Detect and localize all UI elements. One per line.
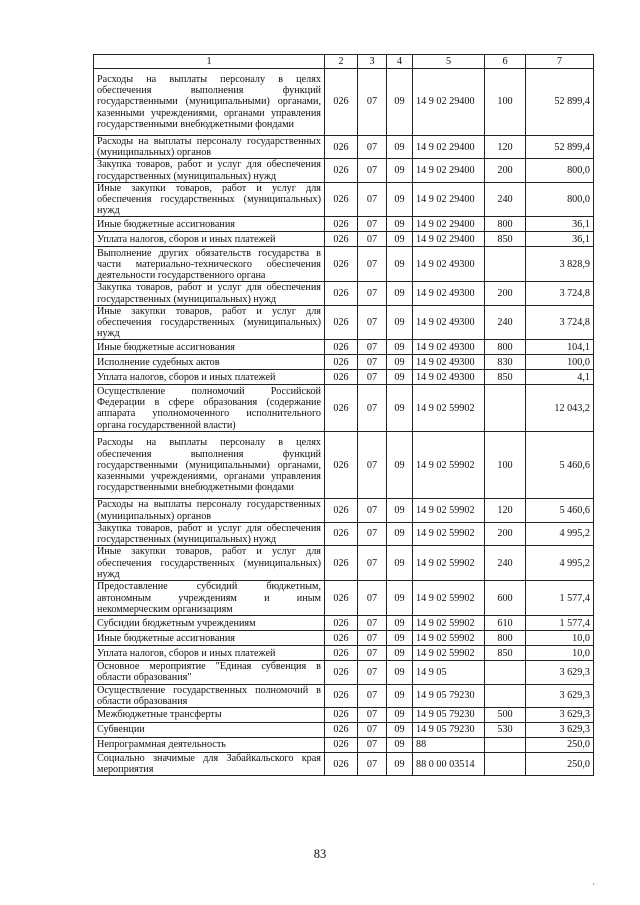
cell-name: Расходы на выплаты персоналу государственных (муниципальных) органов [94, 499, 325, 522]
cell-target-article: 14 9 02 49300 [413, 355, 485, 370]
cell-amount: 36,1 [526, 232, 594, 247]
cell-subsection: 09 [387, 136, 413, 159]
cell-target-article: 14 9 02 49300 [413, 305, 485, 340]
cell-expense-type [485, 753, 526, 776]
cell-subsection: 09 [387, 305, 413, 340]
cell-target-article: 14 9 02 29400 [413, 182, 485, 217]
cell-section: 07 [358, 708, 387, 723]
cell-amount: 3 629,3 [526, 723, 594, 738]
cell-name: Закупка товаров, работ и услуг для обеспечения государственных (муниципальных) нужд [94, 159, 325, 182]
cell-name: Уплата налогов, сборов и иных платежей [94, 370, 325, 385]
cell-expense-type: 200 [485, 522, 526, 545]
cell-subsection: 09 [387, 753, 413, 776]
cell-section: 07 [358, 340, 387, 355]
cell-expense-type: 240 [485, 182, 526, 217]
table-row [94, 385, 594, 432]
cell-name: Расходы на выплаты персоналу государственных (муниципальных) органов [94, 136, 325, 159]
cell-dept-code: 026 [325, 136, 358, 159]
cell-target-article: 88 0 00 03514 [413, 753, 485, 776]
cell-expense-type: 850 [485, 370, 526, 385]
cell-amount: 250,0 [526, 738, 594, 753]
table-row [94, 753, 594, 776]
cell-expense-type [485, 385, 526, 432]
cell-subsection: 09 [387, 247, 413, 282]
cell-expense-type: 850 [485, 646, 526, 661]
cell-amount: 3 724,8 [526, 305, 594, 340]
table-row [94, 631, 594, 646]
cell-amount: 1 577,4 [526, 616, 594, 631]
cell-amount: 1 577,4 [526, 581, 594, 616]
cell-name: Межбюджетные трансферты [94, 708, 325, 723]
table-row [94, 355, 594, 370]
cell-name: Закупка товаров, работ и услуг для обеспечения государственных (муниципальных) нужд [94, 282, 325, 305]
cell-section: 07 [358, 723, 387, 738]
cell-amount: 4 995,2 [526, 522, 594, 545]
cell-amount: 3 724,8 [526, 282, 594, 305]
cell-dept-code: 026 [325, 232, 358, 247]
cell-expense-type: 120 [485, 499, 526, 522]
cell-expense-type: 830 [485, 355, 526, 370]
cell-subsection: 09 [387, 355, 413, 370]
cell-target-article: 14 9 02 59902 [413, 546, 485, 581]
cell-subsection: 09 [387, 708, 413, 723]
cell-subsection: 09 [387, 232, 413, 247]
table-row [94, 432, 594, 499]
table-row [94, 661, 594, 684]
cell-section: 07 [358, 546, 387, 581]
cell-dept-code: 026 [325, 355, 358, 370]
cell-subsection: 09 [387, 499, 413, 522]
cell-target-article: 14 9 02 59902 [413, 581, 485, 616]
cell-dept-code: 026 [325, 684, 358, 707]
cell-name: Уплата налогов, сборов и иных платежей [94, 232, 325, 247]
cell-expense-type: 800 [485, 631, 526, 646]
cell-dept-code: 026 [325, 247, 358, 282]
cell-dept-code: 026 [325, 708, 358, 723]
cell-expense-type [485, 738, 526, 753]
cell-section: 07 [358, 370, 387, 385]
table-row [94, 581, 594, 616]
cell-subsection: 09 [387, 159, 413, 182]
cell-name: Осуществление государственных полномочий в области образования [94, 684, 325, 707]
cell-dept-code: 026 [325, 305, 358, 340]
cell-subsection: 09 [387, 432, 413, 499]
cell-amount: 800,0 [526, 182, 594, 217]
table-row [94, 646, 594, 661]
cell-target-article: 14 9 02 49300 [413, 282, 485, 305]
cell-amount: 800,0 [526, 159, 594, 182]
cell-expense-type: 800 [485, 340, 526, 355]
cell-dept-code: 026 [325, 217, 358, 232]
cell-name: Исполнение судебных актов [94, 355, 325, 370]
cell-subsection: 09 [387, 340, 413, 355]
table-row [94, 708, 594, 723]
cell-target-article: 14 9 02 59902 [413, 616, 485, 631]
cell-dept-code: 026 [325, 432, 358, 499]
cell-section: 07 [358, 738, 387, 753]
cell-subsection: 09 [387, 646, 413, 661]
table-row [94, 305, 594, 340]
cell-section: 07 [358, 182, 387, 217]
cell-name: Осуществление полномочий Российской Федерации в сфере образования (содержание аппарата уполномоченного исполнительного органа государственной власти) [94, 385, 325, 432]
cell-name: Иные закупки товаров, работ и услуг для обеспечения государственных (муниципальных) нужд [94, 546, 325, 581]
cell-amount: 250,0 [526, 753, 594, 776]
cell-dept-code: 026 [325, 182, 358, 217]
cell-section: 07 [358, 631, 387, 646]
cell-target-article: 14 9 02 29400 [413, 232, 485, 247]
cell-name: Субвенции [94, 723, 325, 738]
cell-dept-code: 026 [325, 69, 358, 136]
table-row [94, 370, 594, 385]
cell-name: Закупка товаров, работ и услуг для обеспечения государственных (муниципальных) нужд [94, 522, 325, 545]
cell-amount: 3 629,3 [526, 661, 594, 684]
cell-name: Социально значимые для Забайкальского края мероприятия [94, 753, 325, 776]
cell-expense-type: 850 [485, 232, 526, 247]
cell-subsection: 09 [387, 581, 413, 616]
cell-amount: 3 828,9 [526, 247, 594, 282]
cell-target-article: 88 [413, 738, 485, 753]
col-header-name: 1 [94, 55, 325, 69]
cell-target-article: 14 9 02 29400 [413, 217, 485, 232]
cell-amount: 10,0 [526, 631, 594, 646]
cell-dept-code: 026 [325, 616, 358, 631]
cell-subsection: 09 [387, 616, 413, 631]
cell-section: 07 [358, 522, 387, 545]
table-row [94, 159, 594, 182]
cell-subsection: 09 [387, 546, 413, 581]
cell-amount: 5 460,6 [526, 499, 594, 522]
cell-section: 07 [358, 69, 387, 136]
cell-target-article: 14 9 05 [413, 661, 485, 684]
cell-expense-type: 500 [485, 708, 526, 723]
cell-amount: 3 629,3 [526, 684, 594, 707]
cell-section: 07 [358, 136, 387, 159]
cell-subsection: 09 [387, 282, 413, 305]
cell-name: Субсидии бюджетным учреждениям [94, 616, 325, 631]
cell-dept-code: 026 [325, 282, 358, 305]
cell-subsection: 09 [387, 684, 413, 707]
cell-amount: 4 995,2 [526, 546, 594, 581]
cell-section: 07 [358, 159, 387, 182]
table-row [94, 340, 594, 355]
cell-section: 07 [358, 432, 387, 499]
cell-target-article: 14 9 02 49300 [413, 370, 485, 385]
cell-section: 07 [358, 581, 387, 616]
cell-target-article: 14 9 02 49300 [413, 340, 485, 355]
cell-subsection: 09 [387, 631, 413, 646]
cell-name: Выполнение других обязательств государства в части материально-технического обеспечения деятельности государственного органа [94, 247, 325, 282]
cell-dept-code: 026 [325, 385, 358, 432]
cell-section: 07 [358, 661, 387, 684]
cell-name: Иные закупки товаров, работ и услуг для обеспечения государственных (муниципальных) нужд [94, 305, 325, 340]
cell-name: Иные бюджетные ассигнования [94, 340, 325, 355]
col-header-expense-type: 6 [485, 55, 526, 69]
cell-section: 07 [358, 646, 387, 661]
cell-dept-code: 026 [325, 723, 358, 738]
cell-dept-code: 026 [325, 522, 358, 545]
cell-expense-type: 100 [485, 69, 526, 136]
cell-expense-type: 100 [485, 432, 526, 499]
footer-mark: · [592, 880, 595, 889]
table-row [94, 182, 594, 217]
cell-name: Иные бюджетные ассигнования [94, 217, 325, 232]
cell-amount: 52 899,4 [526, 136, 594, 159]
cell-target-article: 14 9 05 79230 [413, 723, 485, 738]
cell-target-article: 14 9 05 79230 [413, 708, 485, 723]
cell-subsection: 09 [387, 522, 413, 545]
cell-subsection: 09 [387, 182, 413, 217]
cell-target-article: 14 9 02 29400 [413, 159, 485, 182]
cell-section: 07 [358, 247, 387, 282]
cell-section: 07 [358, 499, 387, 522]
cell-expense-type: 600 [485, 581, 526, 616]
cell-expense-type [485, 661, 526, 684]
table-row [94, 232, 594, 247]
table-row [94, 723, 594, 738]
cell-dept-code: 026 [325, 159, 358, 182]
table-row [94, 217, 594, 232]
cell-amount: 12 043,2 [526, 385, 594, 432]
cell-name: Иные бюджетные ассигнования [94, 631, 325, 646]
cell-target-article: 14 9 02 59902 [413, 522, 485, 545]
col-header-subsection: 4 [387, 55, 413, 69]
table-row [94, 282, 594, 305]
cell-subsection: 09 [387, 217, 413, 232]
cell-section: 07 [358, 616, 387, 631]
cell-amount: 104,1 [526, 340, 594, 355]
cell-section: 07 [358, 753, 387, 776]
cell-subsection: 09 [387, 738, 413, 753]
cell-name: Расходы на выплаты персоналу в целях обеспечения выполнения функций государственными (муниципальными) органами, казенными учреждениями, органами управления государственными внебюджетными фондами [94, 432, 325, 499]
cell-dept-code: 026 [325, 646, 358, 661]
cell-expense-type: 530 [485, 723, 526, 738]
cell-dept-code: 026 [325, 370, 358, 385]
cell-amount: 10,0 [526, 646, 594, 661]
table-row [94, 522, 594, 545]
cell-name: Иные закупки товаров, работ и услуг для обеспечения государственных (муниципальных) нужд [94, 182, 325, 217]
cell-name: Расходы на выплаты персоналу в целях обеспечения выполнения функций государственными (муниципальными) органами, казенными учреждениями, органами управления государственными внебюджетными фондами [94, 69, 325, 136]
table-row [94, 738, 594, 753]
budget-table [93, 54, 594, 776]
table-row [94, 499, 594, 522]
cell-section: 07 [358, 385, 387, 432]
cell-target-article: 14 9 02 49300 [413, 247, 485, 282]
cell-expense-type: 610 [485, 616, 526, 631]
col-header-amount: 7 [526, 55, 594, 69]
cell-subsection: 09 [387, 661, 413, 684]
cell-expense-type: 240 [485, 305, 526, 340]
cell-expense-type: 200 [485, 282, 526, 305]
cell-dept-code: 026 [325, 631, 358, 646]
cell-amount: 100,0 [526, 355, 594, 370]
cell-target-article: 14 9 02 59902 [413, 646, 485, 661]
page-number: 83 [313, 847, 327, 861]
cell-amount: 4,1 [526, 370, 594, 385]
cell-name: Непрограммная деятельность [94, 738, 325, 753]
cell-expense-type: 120 [485, 136, 526, 159]
cell-target-article: 14 9 02 59902 [413, 432, 485, 499]
cell-dept-code: 026 [325, 661, 358, 684]
table-row [94, 616, 594, 631]
cell-subsection: 09 [387, 370, 413, 385]
cell-name: Предоставление субсидий бюджетным, автономным учреждениям и иным некоммерческим организациям [94, 581, 325, 616]
col-header-target-article: 5 [413, 55, 485, 69]
cell-expense-type: 200 [485, 159, 526, 182]
cell-subsection: 09 [387, 385, 413, 432]
cell-name: Основное мероприятие "Единая субвенция в области образования" [94, 661, 325, 684]
cell-section: 07 [358, 282, 387, 305]
cell-subsection: 09 [387, 69, 413, 136]
col-header-section: 3 [358, 55, 387, 69]
cell-dept-code: 026 [325, 581, 358, 616]
cell-target-article: 14 9 02 59902 [413, 631, 485, 646]
cell-expense-type [485, 684, 526, 707]
cell-target-article: 14 9 02 29400 [413, 136, 485, 159]
cell-section: 07 [358, 305, 387, 340]
cell-target-article: 14 9 02 59902 [413, 385, 485, 432]
cell-amount: 3 629,3 [526, 708, 594, 723]
cell-dept-code: 026 [325, 753, 358, 776]
cell-section: 07 [358, 232, 387, 247]
cell-target-article: 14 9 02 59902 [413, 499, 485, 522]
cell-dept-code: 026 [325, 340, 358, 355]
cell-section: 07 [358, 355, 387, 370]
table-row [94, 684, 594, 707]
cell-target-article: 14 9 02 29400 [413, 69, 485, 136]
cell-expense-type [485, 247, 526, 282]
cell-section: 07 [358, 217, 387, 232]
cell-name: Уплата налогов, сборов и иных платежей [94, 646, 325, 661]
cell-expense-type: 800 [485, 217, 526, 232]
cell-subsection: 09 [387, 723, 413, 738]
cell-dept-code: 026 [325, 546, 358, 581]
cell-amount: 5 460,6 [526, 432, 594, 499]
cell-amount: 52 899,4 [526, 69, 594, 136]
table-row [94, 136, 594, 159]
header-row [94, 55, 594, 69]
cell-target-article: 14 9 05 79230 [413, 684, 485, 707]
cell-section: 07 [358, 684, 387, 707]
table-row [94, 69, 594, 136]
col-header-dept: 2 [325, 55, 358, 69]
table-row [94, 247, 594, 282]
table-row [94, 546, 594, 581]
cell-dept-code: 026 [325, 738, 358, 753]
cell-dept-code: 026 [325, 499, 358, 522]
cell-amount: 36,1 [526, 217, 594, 232]
cell-expense-type: 240 [485, 546, 526, 581]
